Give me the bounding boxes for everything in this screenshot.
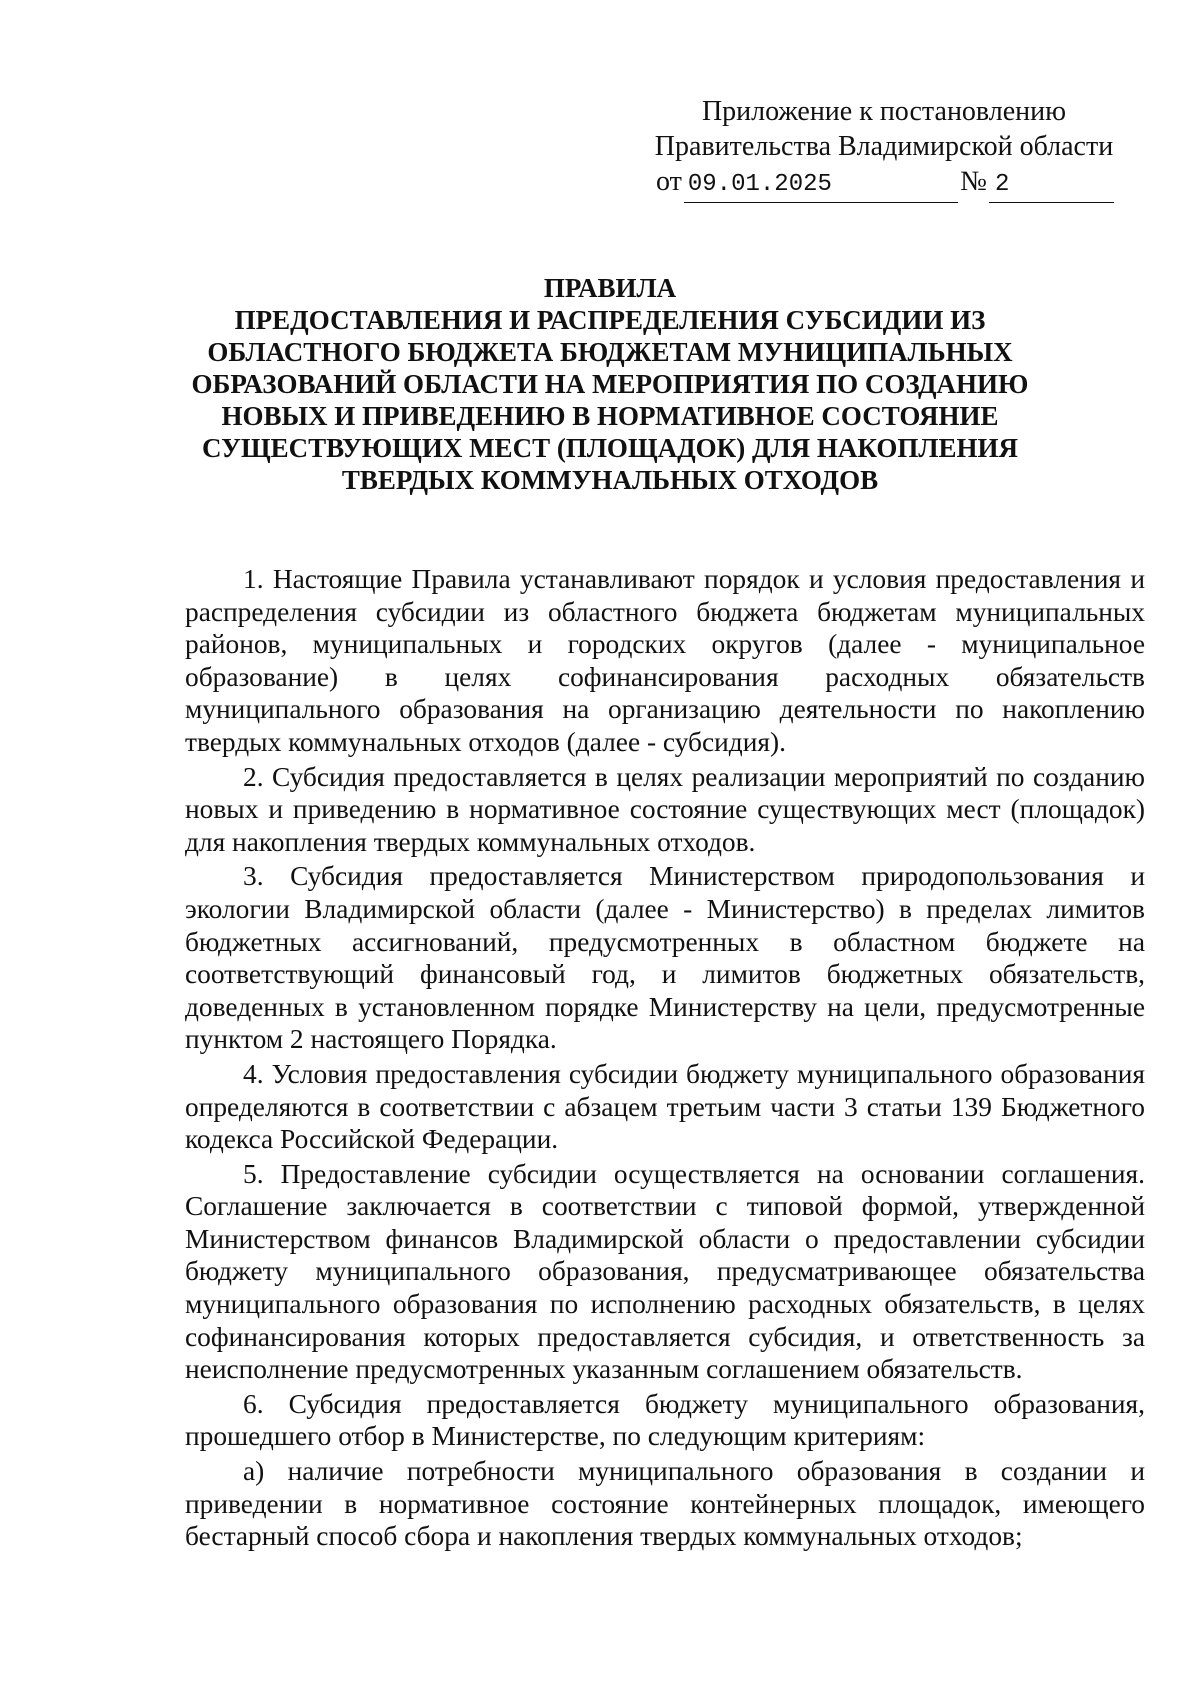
paragraph-2: 2. Субсидия предоставляется в целях реализации мероприятий по созданию новых и приведению в нормативное состояние существующих мест (площадок) для накопления твердых коммунальных отходов. [185,761,1145,857]
paragraph-5: 5. Предоставление субсидии осуществляется на основании соглашения. Соглашение заключается в соответствии с типовой формой, утвержденной Министерством финансов Владимирской области о предоставлении субсидии бюджету муниципального образования, предусматривающее обязательства муниципального образования по исполнению расходных обязательств, в целях софинансирования которых предоставляется субсидия, и ответственность за неисполнение предусмотренных указанным соглашением обязательств. [185,1158,1145,1385]
title-line: ПРЕДОСТАВЛЕНИЯ И РАСПРЕДЕЛЕНИЯ СУБСИДИИ ИЗ [234,305,986,335]
resolution-date: 09.01.2025 [684,167,958,203]
resolution-date-line [654,164,1114,203]
document-title [150,272,1070,496]
paragraph-6a: а) наличие потребности муниципального образования в создании и приведении в нормативное состояние контейнерных площадок, имеющего бестарный способ сбора и накопления твердых коммунальных отходов; [185,1456,1145,1552]
title-line: СУЩЕСТВУЮЩИХ МЕСТ (ПЛОЩАДОК) ДЛЯ НАКОПЛЕНИЯ [202,433,1018,463]
from-label: от [656,166,682,197]
title-line: ПРАВИЛА [543,273,677,303]
paragraph-6: 6. Субсидия предоставляется бюджету муниципального образования, прошедшего отбор в Министерстве, по следующим критериям: [185,1388,1145,1452]
document-body [185,563,1145,1553]
resolution-number: 2 [989,167,1114,203]
paragraph-3: 3. Субсидия предоставляется Министерством природопользования и экологии Владимирской области (далее - Министерство) в пределах лимитов бюджетных ассигнований, предусмотренных в областном бюджете на соответствующий финансовый год, и лимитов бюджетных обязательств, доведенных в установленном порядке Министерству на цели, предусмотренные пунктом 2 настоящего Порядка. [185,861,1145,1055]
title-line: ТВЕРДЫХ КОММУНАЛЬНЫХ ОТХОДОВ [341,465,879,495]
appendix-line-2: Правительства Владимирской области [654,131,1114,162]
paragraph-4: 4. Условия предоставления субсидии бюджету муниципального образования определяются в соответствии с абзацем третьим части 3 статьи 139 Бюджетного кодекса Российской Федерации. [185,1058,1145,1155]
number-label: № [960,166,988,197]
title-line: ОБРАЗОВАНИЙ ОБЛАСТИ НА МЕРОПРИЯТИЯ ПО СОЗДАНИЮ [191,369,1029,399]
title-line: ОБЛАСТНОГО БЮДЖЕТА БЮДЖЕТАМ МУНИЦИПАЛЬНЫХ [207,337,1013,367]
appendix-header [654,94,1114,203]
paragraph-1: 1. Настоящие Правила устанавливают порядок и условия предоставления и распределения субсидии из областного бюджета бюджетам муниципальных районов, муниципальных и городских округов (далее - муниципальное образование) в целях софинансирования расходных обязательств муниципального образования на организацию деятельности по накоплению твердых коммунальных отходов (далее - субсидия). [185,564,1145,757]
title-line: НОВЫХ И ПРИВЕДЕНИЮ В НОРМАТИВНОЕ СОСТОЯНИЕ [221,401,999,431]
appendix-line-1: Приложение к постановлению [701,96,1067,127]
